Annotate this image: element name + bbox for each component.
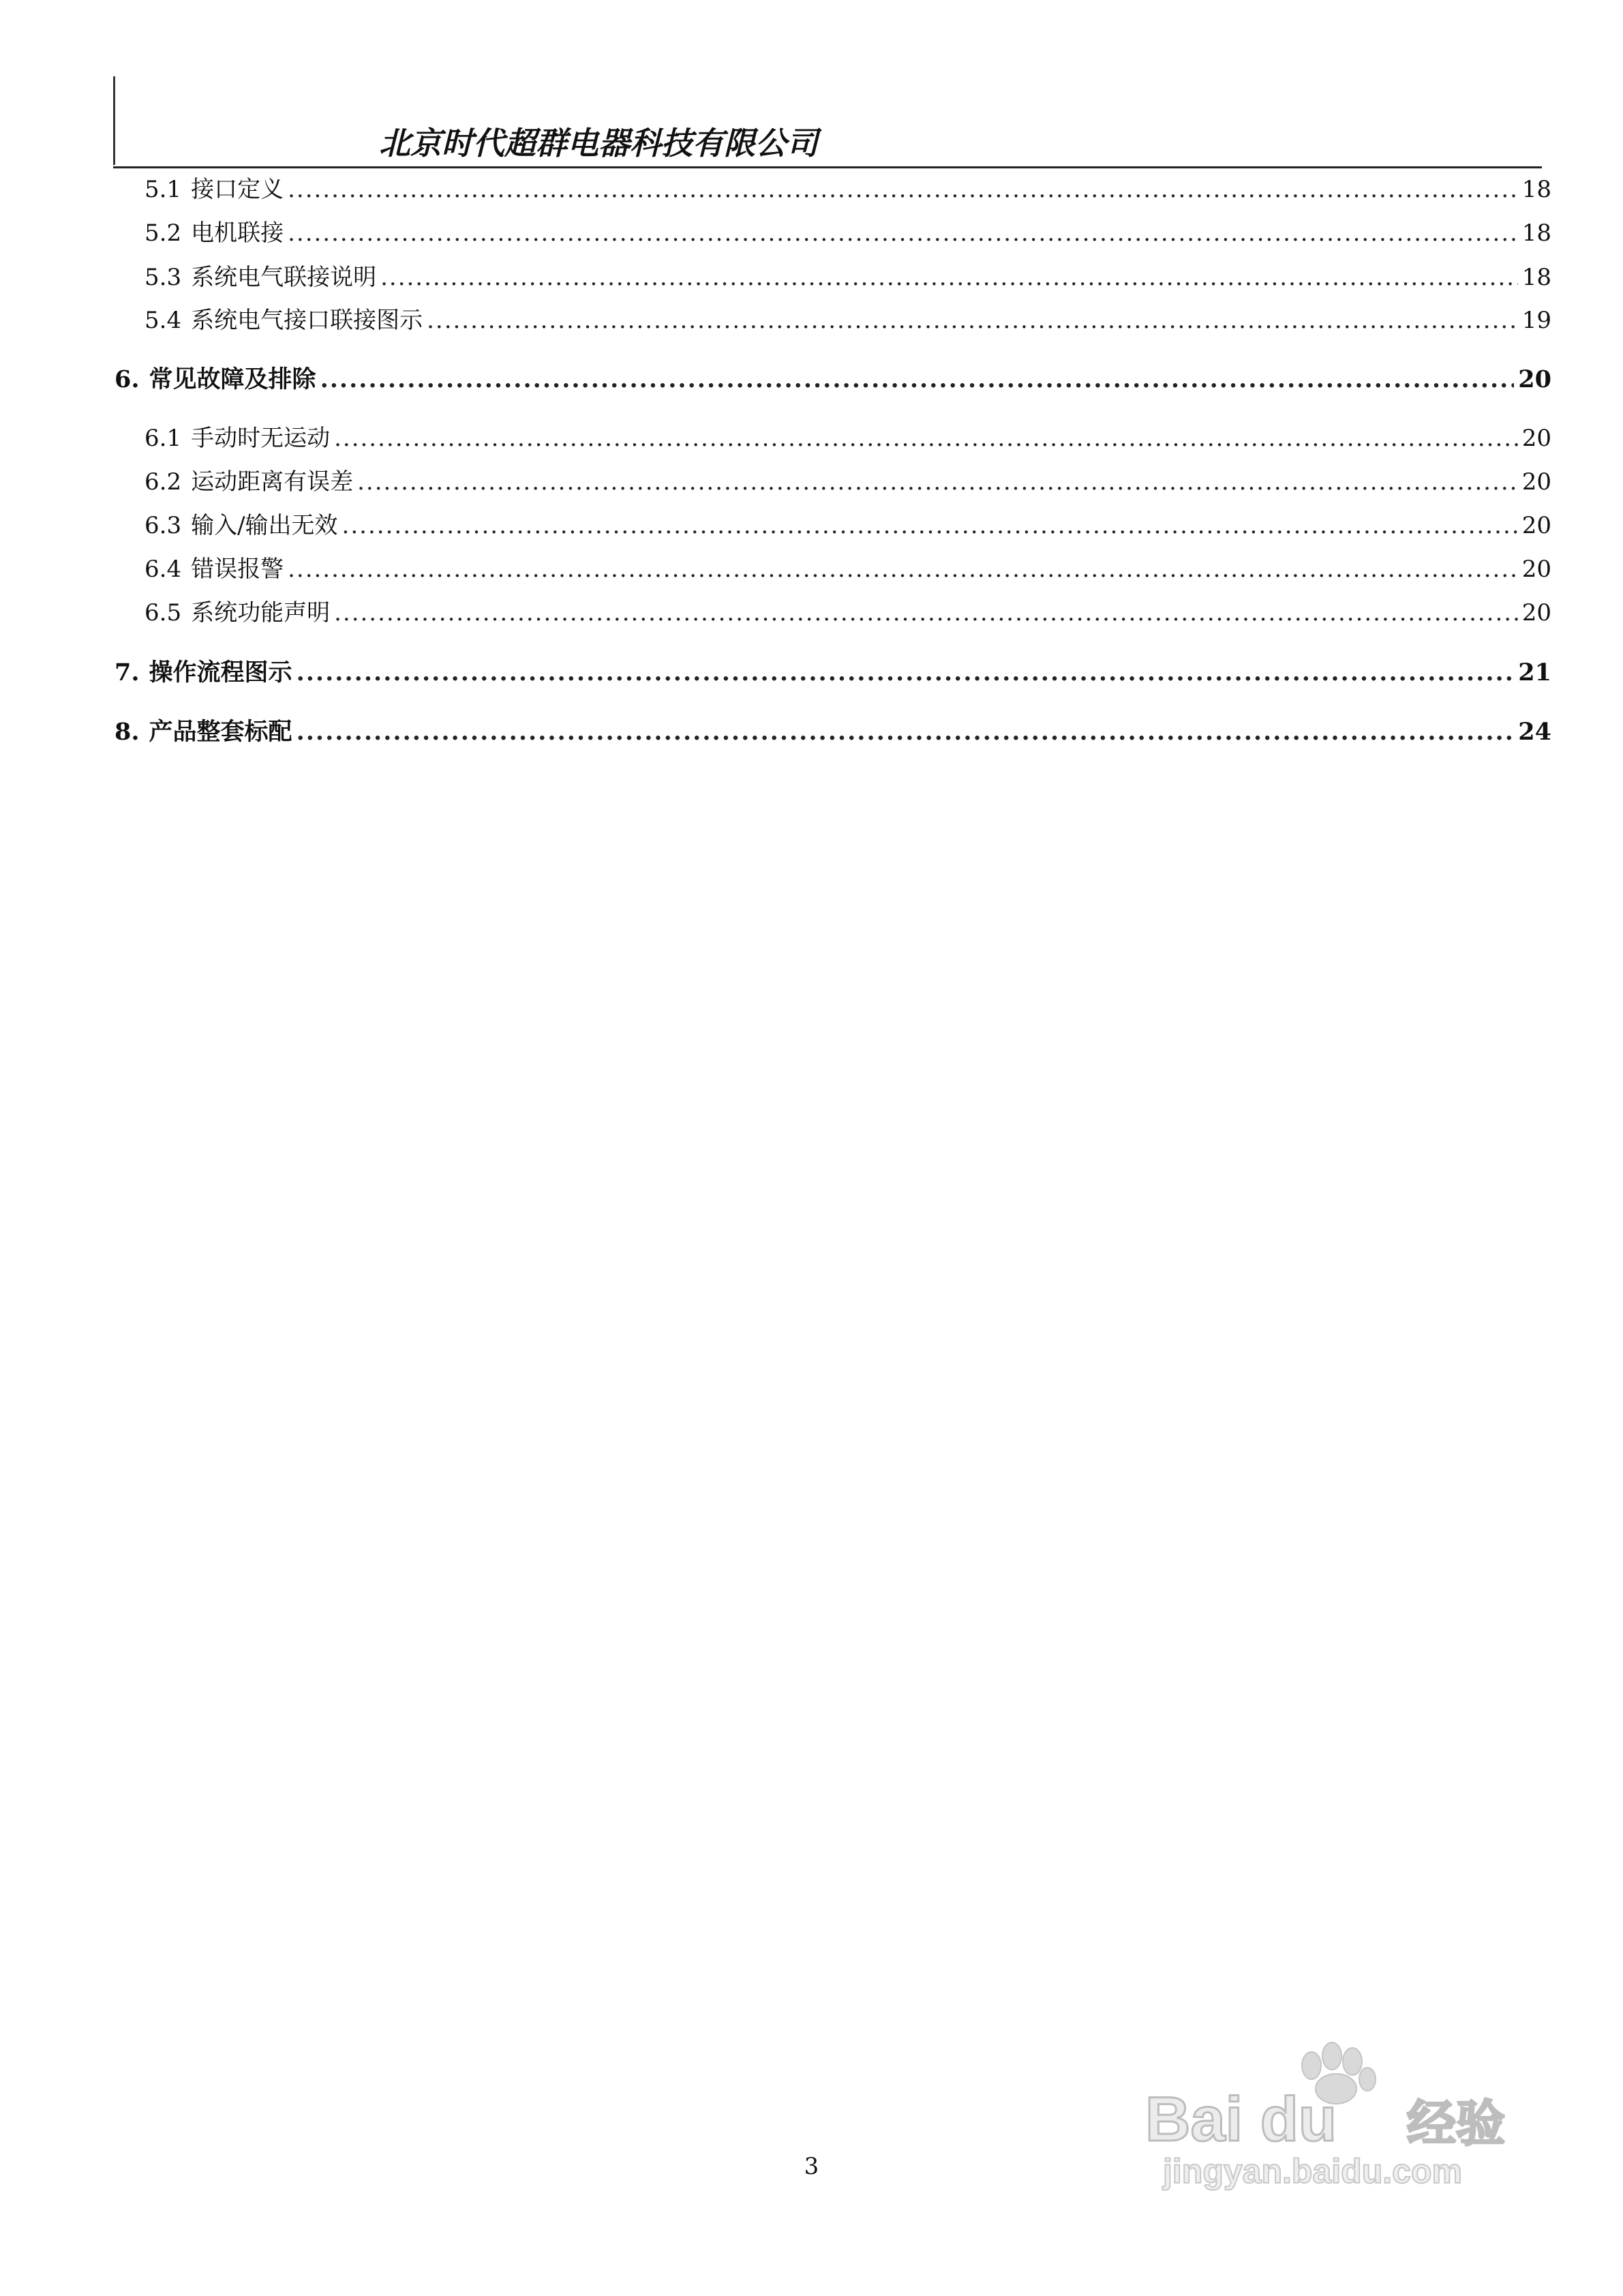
toc-entry-6-1[interactable] (145, 423, 1551, 453)
toc-title: 接口定义 (191, 176, 284, 203)
toc-dot-leader (427, 305, 1518, 335)
toc-entry-5-4[interactable] (145, 305, 1551, 335)
baidu-jingyan-watermark (1140, 2038, 1521, 2202)
toc-page: 19 (1521, 307, 1551, 334)
toc-dot-leader (297, 717, 1515, 747)
toc-entry-5-3[interactable] (145, 262, 1551, 292)
toc-page: 20 (1521, 556, 1551, 583)
toc-title: 错误报警 (191, 556, 284, 583)
toc-page: 18 (1521, 220, 1551, 247)
header-vertical-line (113, 76, 115, 165)
toc-number: 5.1 (145, 176, 182, 203)
toc-number: 6.5 (145, 599, 182, 626)
toc-entry-5-2[interactable] (145, 218, 1551, 248)
toc-number: 5.3 (145, 264, 182, 291)
toc-title: 系统电气接口联接图示 (191, 307, 423, 334)
toc-title: 电机联接 (191, 220, 284, 247)
toc-title: 系统功能声明 (191, 599, 331, 626)
toc-dot-leader (288, 175, 1518, 205)
toc-number: 7. (115, 659, 140, 686)
toc-dot-leader (288, 218, 1518, 248)
toc-dot-leader (357, 467, 1518, 497)
toc-title: 产品整套标配 (149, 718, 292, 746)
toc-number: 6.1 (145, 425, 182, 452)
toc-page: 21 (1518, 659, 1551, 686)
toc-page: 20 (1521, 425, 1551, 452)
company-header: 北京时代超群电器科技有限公司 (379, 125, 818, 162)
toc-title: 常见故障及排除 (149, 365, 316, 393)
toc-page: 20 (1521, 599, 1551, 626)
header-rule (113, 166, 1542, 168)
watermark-brand: Bai du (1145, 2085, 1337, 2154)
toc-dot-leader (334, 423, 1518, 453)
toc-dot-leader (297, 658, 1515, 688)
toc-number: 5.4 (145, 307, 182, 334)
toc-dot-leader (320, 365, 1515, 395)
toc-entry-6-3[interactable] (145, 511, 1551, 541)
toc-number: 5.2 (145, 220, 182, 247)
toc-title: 操作流程图示 (149, 659, 292, 686)
page-number: 3 (804, 2153, 819, 2180)
toc-title: 手动时无运动 (191, 425, 331, 452)
toc-number: 6.3 (145, 512, 182, 539)
watermark-suffix: 经验 (1407, 2095, 1506, 2152)
toc-entry-6-5[interactable] (145, 598, 1551, 628)
toc-dot-leader (342, 511, 1518, 541)
toc-entry-6[interactable] (115, 365, 1551, 395)
toc-entry-7[interactable] (115, 658, 1551, 688)
toc-page: 20 (1518, 365, 1551, 393)
toc-dot-leader (380, 262, 1518, 292)
toc-title: 系统电气联接说明 (191, 264, 377, 291)
toc-dot-leader (334, 598, 1518, 628)
toc-page: 20 (1521, 468, 1551, 496)
toc-title: 输入/输出无效 (191, 512, 338, 539)
toc-entry-8[interactable] (115, 717, 1551, 747)
toc-number: 8. (115, 718, 140, 746)
toc-number: 6.2 (145, 468, 182, 496)
toc-number: 6. (115, 365, 140, 393)
toc-entry-6-2[interactable] (145, 467, 1551, 497)
toc-entry-5-1[interactable] (145, 175, 1551, 205)
toc-page: 18 (1521, 176, 1551, 203)
toc-page: 18 (1521, 264, 1551, 291)
toc-page: 24 (1518, 718, 1551, 746)
toc-entry-6-4[interactable] (145, 554, 1551, 584)
toc-dot-leader (288, 554, 1518, 584)
watermark-url: jingyan.baidu.com (1163, 2152, 1462, 2190)
toc-page: 20 (1521, 512, 1551, 539)
toc-number: 6.4 (145, 556, 182, 583)
toc-title: 运动距离有误差 (191, 468, 354, 496)
